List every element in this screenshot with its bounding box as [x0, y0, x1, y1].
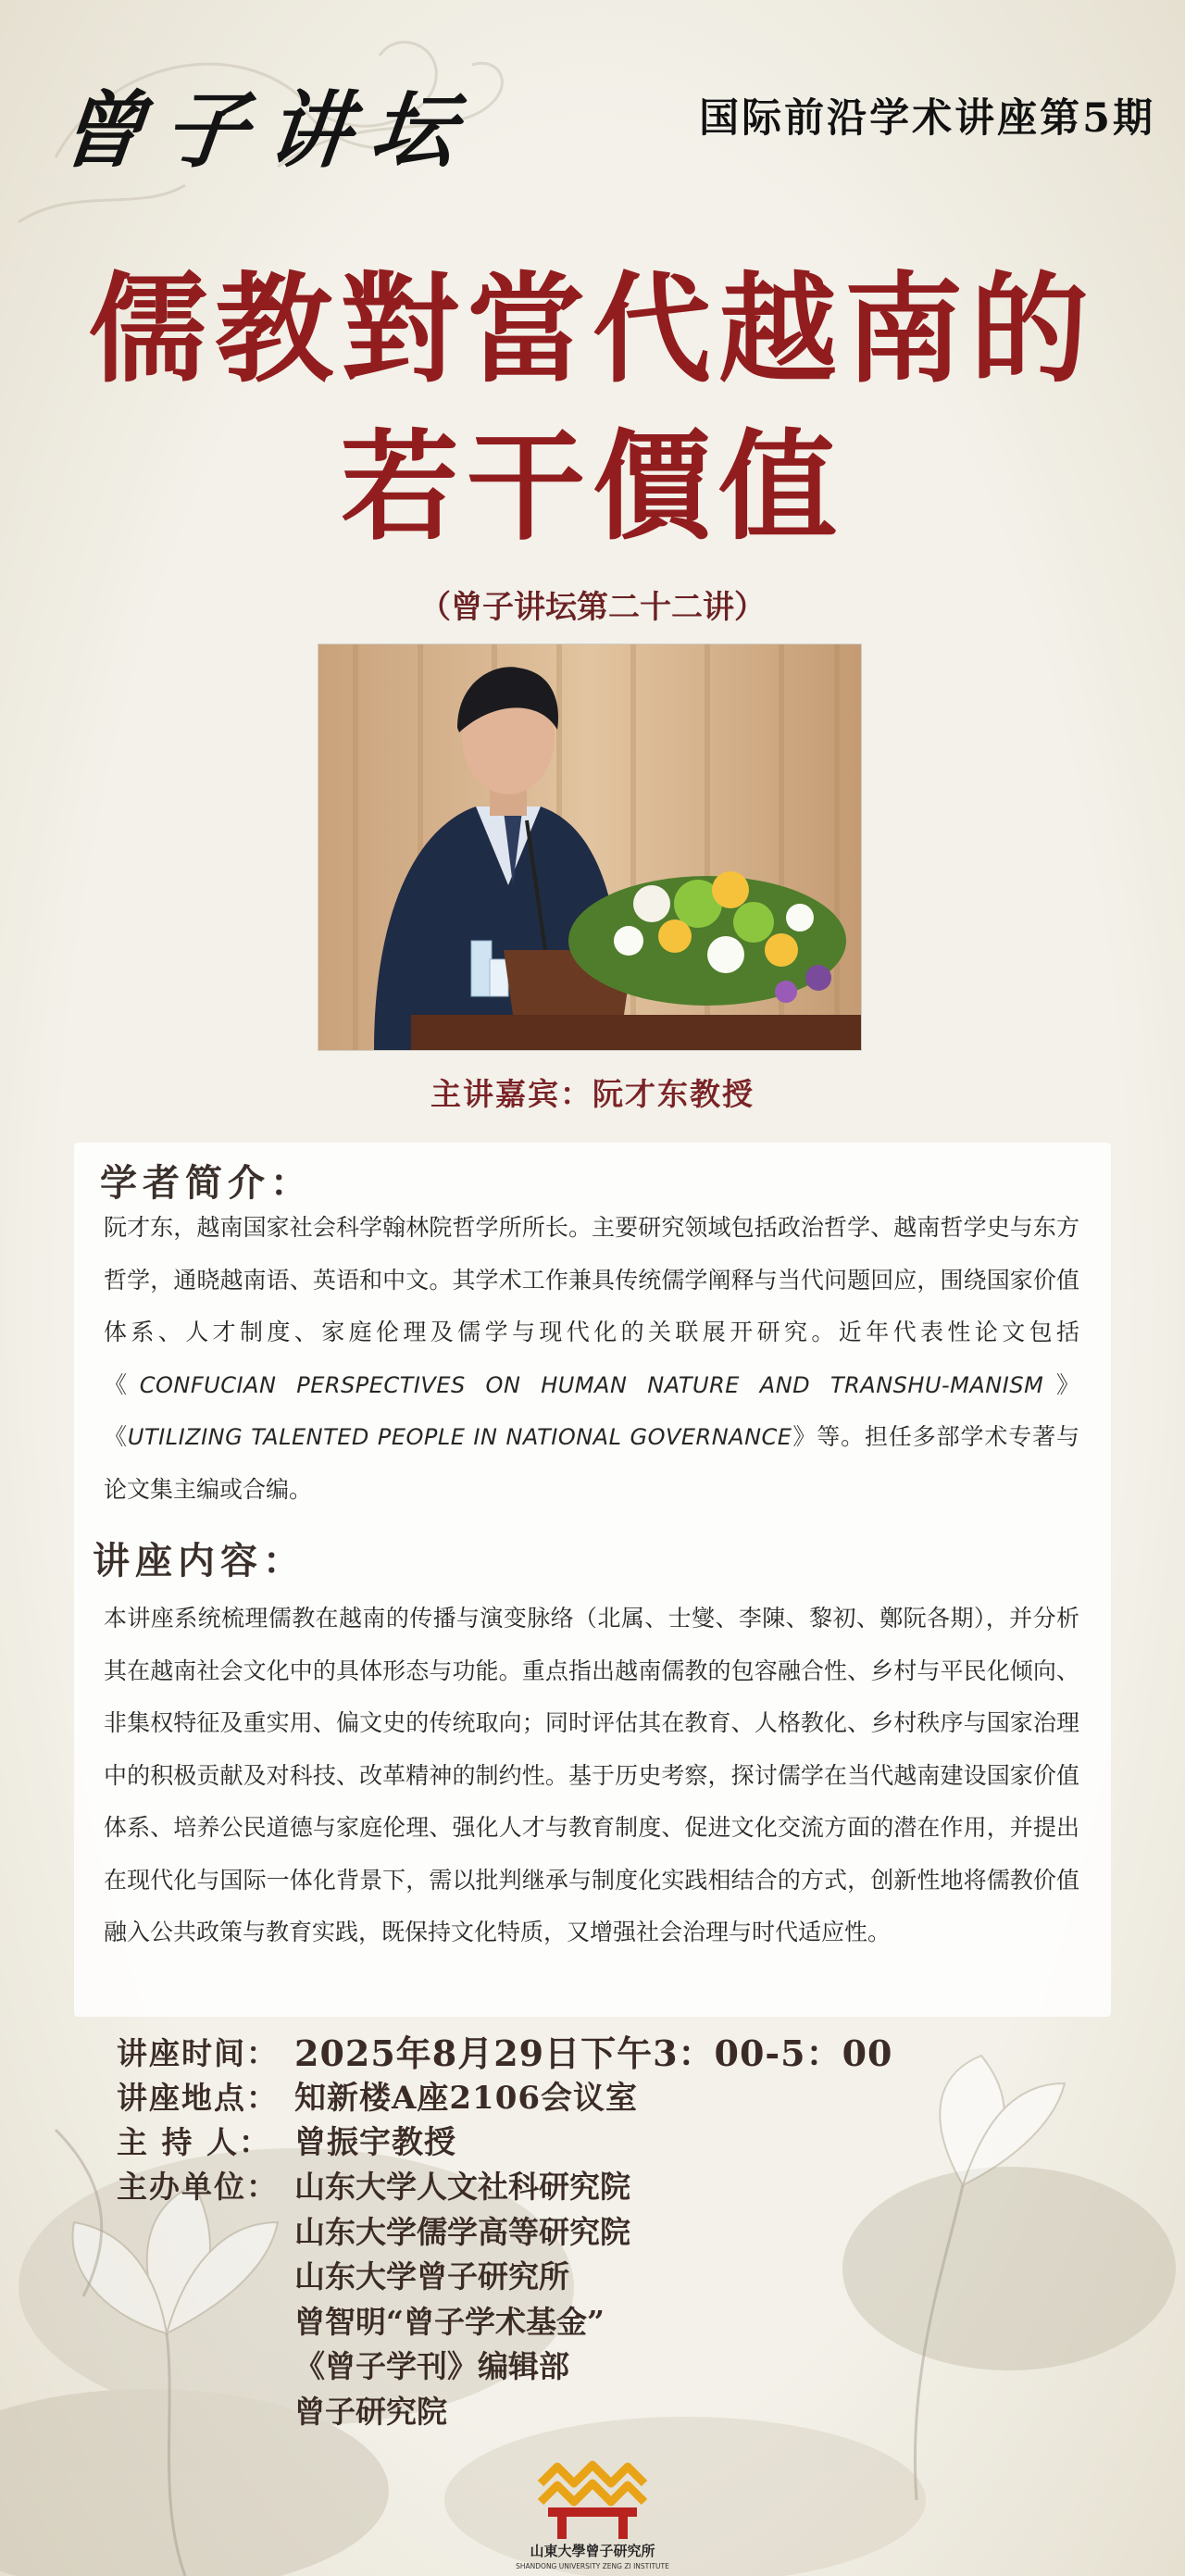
place-label: 讲座地点：: [117, 2080, 279, 2116]
logo-cn-text: 山東大學曾子研究所: [530, 2543, 655, 2559]
host-value: 曾振宇教授: [294, 2124, 456, 2161]
institute-logo: [485, 2446, 700, 2572]
time-row: [117, 2032, 893, 2076]
host-row: [117, 2120, 893, 2165]
lecture-title-line-2: 若干價值: [340, 418, 844, 556]
bio-text-between: 》《: [104, 1370, 1079, 1450]
time-label: 讲座时间：: [117, 2035, 279, 2071]
lecture-heading: 讲座内容：: [93, 1539, 306, 1582]
speaker-photo: [318, 644, 861, 1050]
organizer-item: 曾子研究院: [294, 2393, 447, 2430]
organizer-item: 山东大学人文社科研究院: [294, 2169, 630, 2205]
bio-text: [104, 1202, 1079, 1516]
place-row: [117, 2076, 893, 2120]
lecture-text: 本讲座系统梳理儒教在越南的传播与演变脉络（北属、士燮、李陳、黎初、鄭阮各期），并分析其在越南社会文化中的具体形态与功能。重点指出越南儒教的包容融合性、乡村与平民化倾向、非集权特征及重实用、偏文史的传统取向；同时评估其在教育、人格教化、乡村秩序与国家治理中的积极贡献及对科技、改革精神的制约性。基于历史考察，探讨儒学在当代越南建设国家价值体系、培养公民道德与家庭伦理、强化人才与教育制度、促进文化交流方面的潜在作用，并提出在现代化与国际一体化背景下，需以批判继承与制度化实践相结合的方式，创新性地将儒教价值融入公共政策与教育实践，既保持文化特质，又增强社会治理与时代适应性。: [104, 1605, 1079, 1945]
organizer-item: 山东大学儒学高等研究院: [294, 2213, 630, 2250]
organizer-label: 主办单位：: [117, 2169, 279, 2205]
speaker-line: [0, 1070, 1185, 1114]
bio-text-after: 》等。担任多部学术专著与论文集主编或合编。: [104, 1423, 1079, 1503]
lecture-title-line-1: 儒教對當代越南的: [88, 260, 1096, 399]
host-label: 主 持 人：: [117, 2124, 271, 2160]
organizer-row: [117, 2165, 893, 2430]
bio-heading: 学者简介：: [100, 1161, 313, 1205]
organizer-list: [294, 2165, 630, 2434]
bio-work-2: UTILIZING TALENTED PEOPLE IN NATIONAL GOVERNANCE: [127, 1424, 792, 1450]
time-value: 2025年8月29日下午3：00-5：00: [294, 2032, 893, 2074]
organizer-item: 《曾子学刊》编辑部: [294, 2348, 569, 2384]
lecture-subtitle: （曾子讲坛第二十二讲）: [419, 589, 766, 626]
bio-work-1: CONFUCIAN PERSPECTIVES ON HUMAN NATURE AND TRANSHU-MANISM: [139, 1371, 1044, 1398]
speaker-label: 主讲嘉宾：: [430, 1076, 592, 1112]
place-value: 知新楼A座2106会议室: [294, 2080, 639, 2117]
event-info: [117, 2032, 893, 2430]
brand-title: 曾子讲坛: [55, 81, 480, 180]
series-label: 国际前沿学术讲座第5期: [699, 95, 1155, 142]
organizer-item: 山东大学曾子研究所: [294, 2258, 569, 2295]
speaker-name: 阮才东教授: [592, 1076, 755, 1112]
organizer-item: 曾智明“曾子学术基金”: [294, 2303, 605, 2340]
bio-text-before: 阮才东，越南国家社会科学翰林院哲学所所长。主要研究领域包括政治哲学、越南哲学史与东方哲学，通晓越南语、英语和中文。其学术工作兼具传统儒学阐释与当代问题回应，围绕国家价值体系、人才制度、家庭伦理及儒学与现代化的关联展开研究。近年代表性论文包括《: [104, 1214, 1079, 1398]
logo-en-text: SHANDONG UNIVERSITY ZENG ZI INSTITUTE: [516, 2562, 669, 2570]
